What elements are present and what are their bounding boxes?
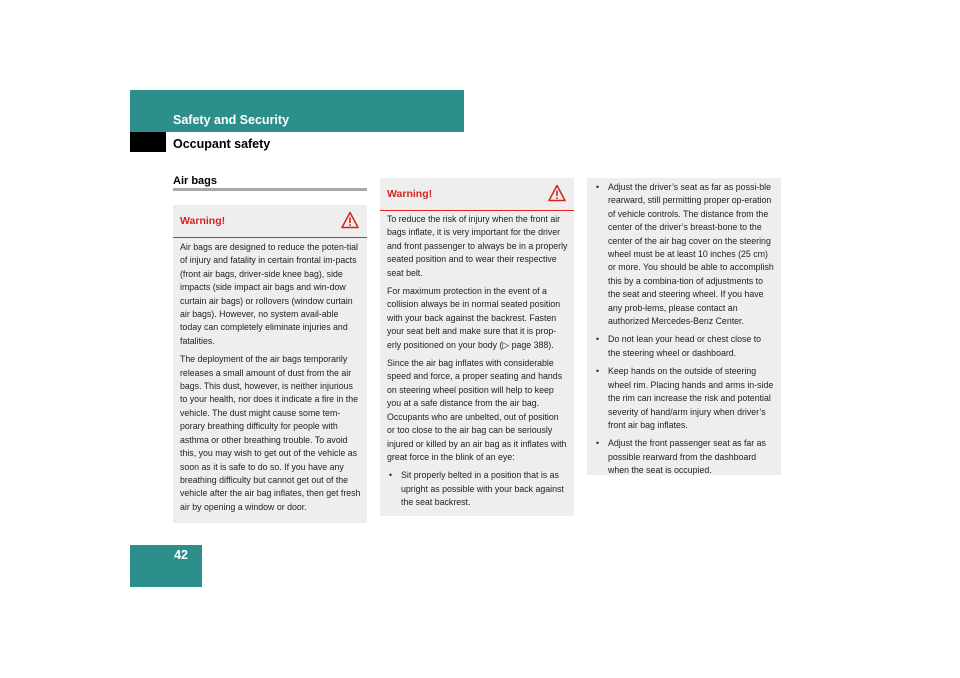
warning-title: Warning! [387,188,433,200]
subsection-title: Occupant safety [173,137,271,151]
bullet-text: Sit properly belted in a position that is as upright as possible with your back against the seat backrest. [401,470,564,508]
list-item [387,469,568,509]
section-title: Safety and Security [173,113,290,127]
warning-header [380,178,574,211]
warning-box-1 [173,205,367,523]
page-number: 42 [174,548,188,562]
warning-box-2 [380,178,574,516]
header-marker [130,132,166,152]
continued-box [587,178,781,475]
list-item [594,333,775,360]
bullet-icon: • [389,470,393,481]
warning-paragraph: Air bags are designed to reduce the poten-tial of injury and fatality in certain frontal im-pacts (front air bags, driver-side knee bag), side impacts (side impact air bags and win-dow curtain air bags) or rollovers (window curtain air bags). However, no system avail-able today can completely eliminate injuries and fatalities. [180,242,359,346]
warning-body [387,213,568,515]
warning-title: Warning! [180,215,226,227]
warning-paragraph: To reduce the risk of injury when the front air bags inflate, it is very important for the driver and front passenger to always be in a properly seated position and to wear their respective seat belt. [387,214,568,278]
bullet-text: Keep hands on the outside of steering wheel rim. Placing hands and arms in-side the rim can increase the risk and potential severity of hand/arm injury when driver’s front air bag inflates. [608,366,774,430]
bullet-text: Adjust the front passenger seat as far as possible rearward from the dashboard when the seat is occupied. [608,438,766,476]
warning-header [173,205,367,238]
warning-triangle-icon [548,184,566,202]
bullet-text: Do not lean your head or chest close to the steering wheel or dashboard. [608,334,762,358]
continued-body [594,181,775,483]
warning-paragraph: For maximum protection in the event of a collision always be in normal seated position with your back against the backrest. Fasten your seat belt and make sure that it is prop-erly positioned on your body (▷ page 388). [387,286,561,350]
warning-paragraph: The deployment of the air bags temporarily releases a small amount of dust from the air bags. This dust, however, is neither injurious to your health, nor does it indicate a fire in the vehicle. The dust might cause some tem-porary breathing difficulty for people with asthma or other breathing trouble. To avoid this, you may wish to get out of the vehicle as soon as it is safe to do so. If you have any breathing difficulty but cannot get out of the vehicle after the air bag inflates, then get fresh air by opening a window or door. [180,354,361,512]
bullet-icon: • [596,182,600,192]
bullet-list [594,181,775,478]
heading-rule [173,188,367,191]
list-item [594,437,775,477]
warning-triangle-icon [341,211,359,229]
warning-paragraph: Since the air bag inflates with considerable speed and force, a proper seating and hands on steering wheel position will help to keep you at a safe distance from the air bag. Occupants who are unbelted, out of position or too close to the air bag can be seriously injured or killed by an air bag as it inflates with great force in the blink of an eye: [387,358,567,462]
bullet-icon: • [596,366,600,377]
warning-body [180,241,361,519]
bullet-list [387,469,568,509]
bullet-icon: • [596,334,600,345]
section-heading: Air bags [173,175,218,187]
list-item [594,365,775,432]
bullet-icon: • [596,438,600,449]
bullet-text: Adjust the driver’s seat as far as possi-ble rearward, still permitting proper op-eration of vehicle controls. The distance from the center of the driver’s breast-bone to the center of the air bag cover on the steering wheel must be at least 10 inches (25 cm) or more. You should be able to accomplish this by a combina-tion of adjustments to the seat and steering wheel. If you have any prob-lems, please contact an authorized Mercedes-Benz Center. [608,182,774,327]
list-item [594,181,775,328]
